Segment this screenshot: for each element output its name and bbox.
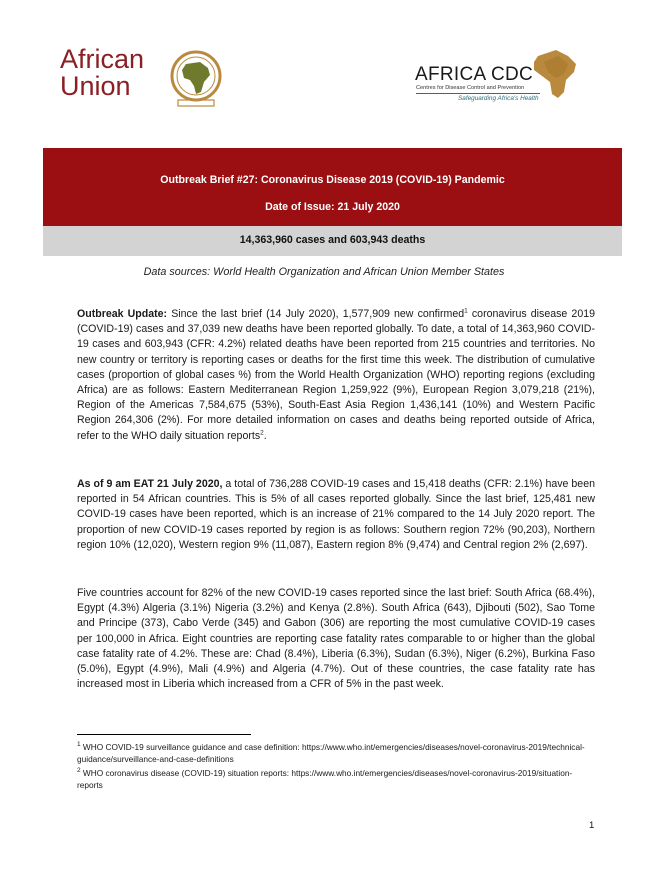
outbreak-update-label: Outbreak Update:	[77, 308, 168, 320]
footnote-ref-2: 2	[260, 429, 264, 437]
issue-date: Date of Issue: 21 July 2020	[265, 201, 400, 213]
african-union-wordmark	[60, 46, 144, 100]
footnote-2	[77, 767, 595, 792]
data-sources: Data sources: World Health Organization and African Union Member States	[143, 266, 505, 278]
african-union-logo	[60, 40, 230, 112]
brief-header-banner	[43, 148, 622, 226]
p1-end: .	[263, 429, 267, 442]
africa-cdc-logo	[412, 40, 592, 112]
african-union-emblem-icon	[164, 48, 228, 110]
summary-bar	[43, 226, 622, 256]
africa-cdc-wordmark: AFRICA CDC	[415, 64, 534, 85]
footnote-ref-1: 1	[464, 307, 468, 315]
africa-cdc-subtitle: Centres for Disease Control and Prevention	[416, 85, 525, 91]
country-breakdown-paragraph: Five countries account for 82% of the new COVID-19 cases reported since the last brief: South Africa (68.4%), Egypt (4.3%) Algeria (3.1%) Nigeria (3.2%) and Kenya (2.8%). South Africa (643), Djibouti (502), Sao Tome and Principe (373), Cabo Verde (345) and Gabon (306) are reporting the most cumulative COVID-19 cases per 100,000 in Africa. Eight countries are reporting case fatality rates comparable to or higher than the global case fatality rate of 4.2%. These are: Chad (8.4%), Liberia (6.3%), Sudan (6.3%), Niger (6.2%), Burkina Faso (5.0%), Egypt (4.9%), Mali (4.9%) and Algeria (4.7%). Out of these countries, the case fatality rate has increased most in Liberia which increased from a CFR of 5% in the past week.	[77, 587, 595, 691]
footnote-2-text: WHO coronavirus disease (COVID-19) situation reports: https://www.who.int/emergencies/diseases/novel-coronavirus-2019/situation-reports	[77, 768, 573, 791]
au-line2: Union	[60, 71, 131, 101]
summary-counts: 14,363,960 cases and 603,943 deaths	[239, 234, 426, 246]
footnote-1-text: WHO COVID-19 surveillance guidance and case definition: https://www.who.int/emergencies/diseases/novel-coronavirus-2019/technical-guidance/surveillance-and-case-definitions	[77, 742, 585, 765]
au-line1: African	[60, 44, 145, 74]
page-number: 1	[589, 820, 595, 831]
africa-update-paragraph	[77, 477, 595, 553]
africa-update-label: As of 9 am EAT 21 July 2020,	[77, 478, 223, 490]
footnote-divider	[77, 734, 251, 735]
footnote-1	[77, 741, 595, 766]
footnote-2-mark: 2	[77, 767, 81, 775]
outbreak-update-paragraph	[77, 307, 595, 444]
africa-cdc-divider	[416, 93, 540, 94]
brief-title: Outbreak Brief #27: Coronavirus Disease 2019 (COVID-19) Pandemic	[160, 174, 505, 186]
p1-text-a: Since the last brief (14 July 2020), 1,577,909 new confirmed	[167, 308, 465, 320]
p1-text-b: coronavirus disease 2019 (COVID-19) cases and 37,039 new deaths have been reported globally. To date, a total of 14,363,960 COVID-19 cases and 603,943 (CFR: 4.2%) related deaths have been reported from 215 countries and territories. No new country or territory is reporting cases or deaths for the first time this week. The distribution of cumulative cases (proportion of global cases %) from the World Health Organization (WHO) reporting regions (excluding Africa) are as follows: Eastern Mediterranean Region 1,259,922 (9%), European Region 3,079,218 (21%), Region of the Americas 7,584,675 (53%), South-East Asia Region 1,436,141 (10%) and Western Pacific Region 264,306 (2%). For more detailed information on cases and deaths being reported outside of Africa, refer to the WHO daily situation reports	[77, 308, 596, 442]
p2-text: a total of 736,288 COVID-19 cases and 15,418 deaths (CFR: 2.1%) have been reported in 54 African countries. This is 5% of all cases reported globally. Since the last brief, 125,481 new COVID-19 cases have been reported, which is an increase of 21% compared to the 14 July 2020 report. The proportion of new COVID-19 cases reported by region is as follows: Southern region 72% (90,203), Northern region 10% (12,020), Western region 9% (11,087), Eastern region 8% (9,474) and Central region 2% (2,697).	[77, 478, 595, 551]
africa-cdc-tagline: Safeguarding Africa's Health	[458, 95, 539, 102]
footnote-1-mark: 1	[77, 741, 81, 749]
